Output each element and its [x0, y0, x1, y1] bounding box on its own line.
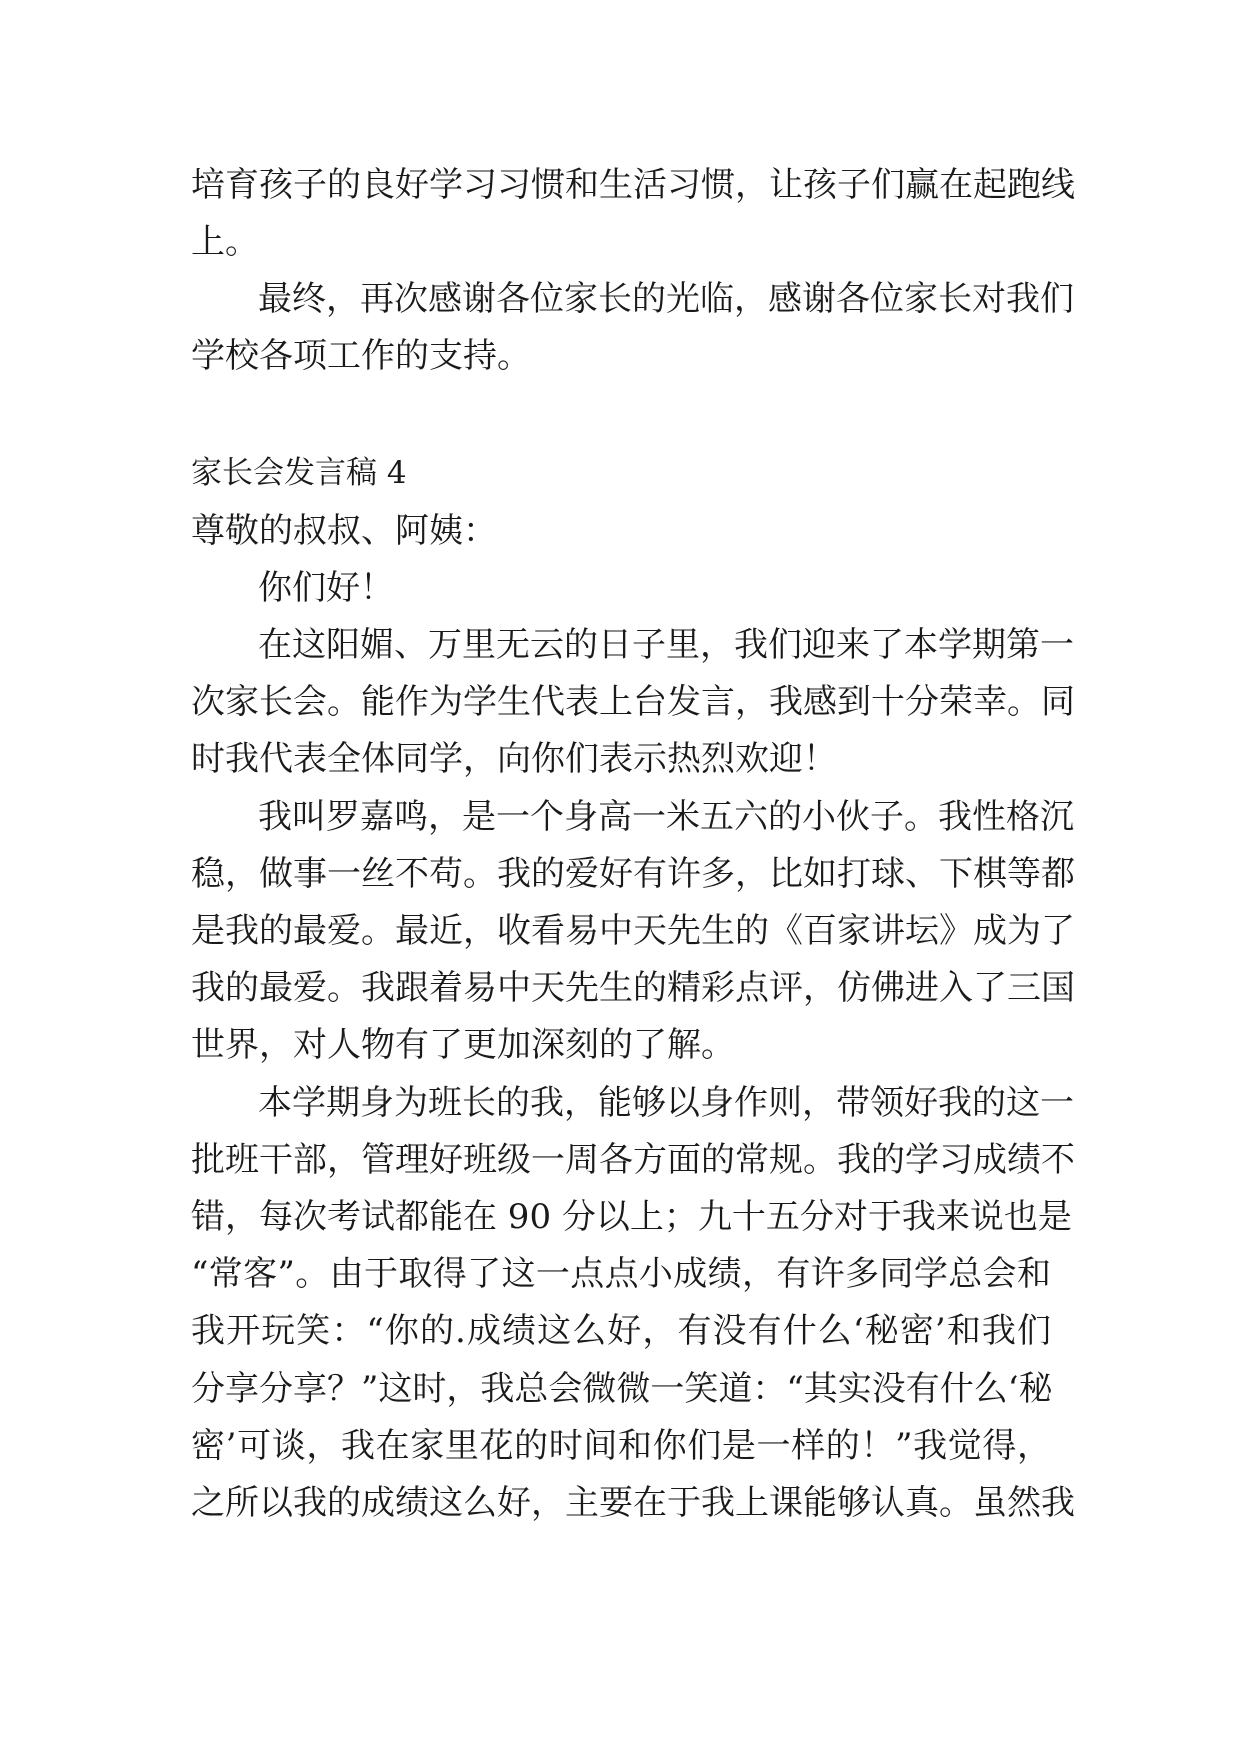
body-text-line: 培育孩子的良好学习习惯和生活习惯，让孩子们赢在起跑线	[191, 165, 1075, 205]
body-text-line: 密’可谈，我在家里花的时间和你们是一样的！”我觉得，	[191, 1426, 1051, 1466]
body-text-line: 之所以我的成绩这么好，主要在于我上课能够认真。虽然我	[191, 1483, 1075, 1523]
section-heading: 家长会发言稿 4	[191, 455, 407, 491]
body-text-line: 分享分享？”这时，我总会微微一笑道：“其实没有什么‘秘	[191, 1369, 1053, 1409]
body-text-line: 在这阳媚、万里无云的日子里，我们迎来了本学期第一	[258, 625, 1074, 665]
body-text-line: 批班干部，管理好班级一周各方面的常规。我的学习成绩不	[191, 1140, 1075, 1180]
body-text-line: 本学期身为班长的我，能够以身作则，带领好我的这一	[258, 1083, 1074, 1123]
body-text-line: 时我代表全体同学，向你们表示热烈欢迎！	[191, 739, 837, 779]
body-text-line: 我叫罗嘉鸣，是一个身高一米五六的小伙子。我性格沉	[258, 797, 1074, 837]
body-text-line: 稳，做事一丝不苟。我的爱好有许多，比如打球、下棋等都	[191, 854, 1075, 894]
body-text-line: 是我的最爱。最近，收看易中天先生的《百家讲坛》成为了	[191, 911, 1075, 951]
body-text-line: 我开玩笑：“你的.成绩这么好，有没有什么‘秘密’和我们	[191, 1311, 1051, 1351]
body-text-line: 世界，对人物有了更加深刻的了解。	[191, 1025, 735, 1065]
salutation: 尊敬的叔叔、阿姨：	[191, 511, 497, 551]
body-text-line: 最终，再次感谢各位家长的光临，感谢各位家长对我们	[258, 279, 1074, 319]
body-text-line: 错，每次考试都能在 90 分以上；九十五分对于我来说也是	[191, 1197, 1072, 1237]
body-text-line: 次家长会。能作为学生代表上台发言，我感到十分荣幸。同	[191, 682, 1075, 722]
body-text-line: 我的最爱。我跟着易中天先生的精彩点评，仿佛进入了三国	[191, 968, 1075, 1008]
body-text-line: 学校各项工作的支持。	[191, 336, 531, 376]
body-text-line: “常客”。由于取得了这一点点小成绩，有许多同学总会和	[191, 1254, 1051, 1294]
greeting: 你们好！	[258, 568, 394, 608]
body-text-line: 上。	[191, 222, 259, 262]
